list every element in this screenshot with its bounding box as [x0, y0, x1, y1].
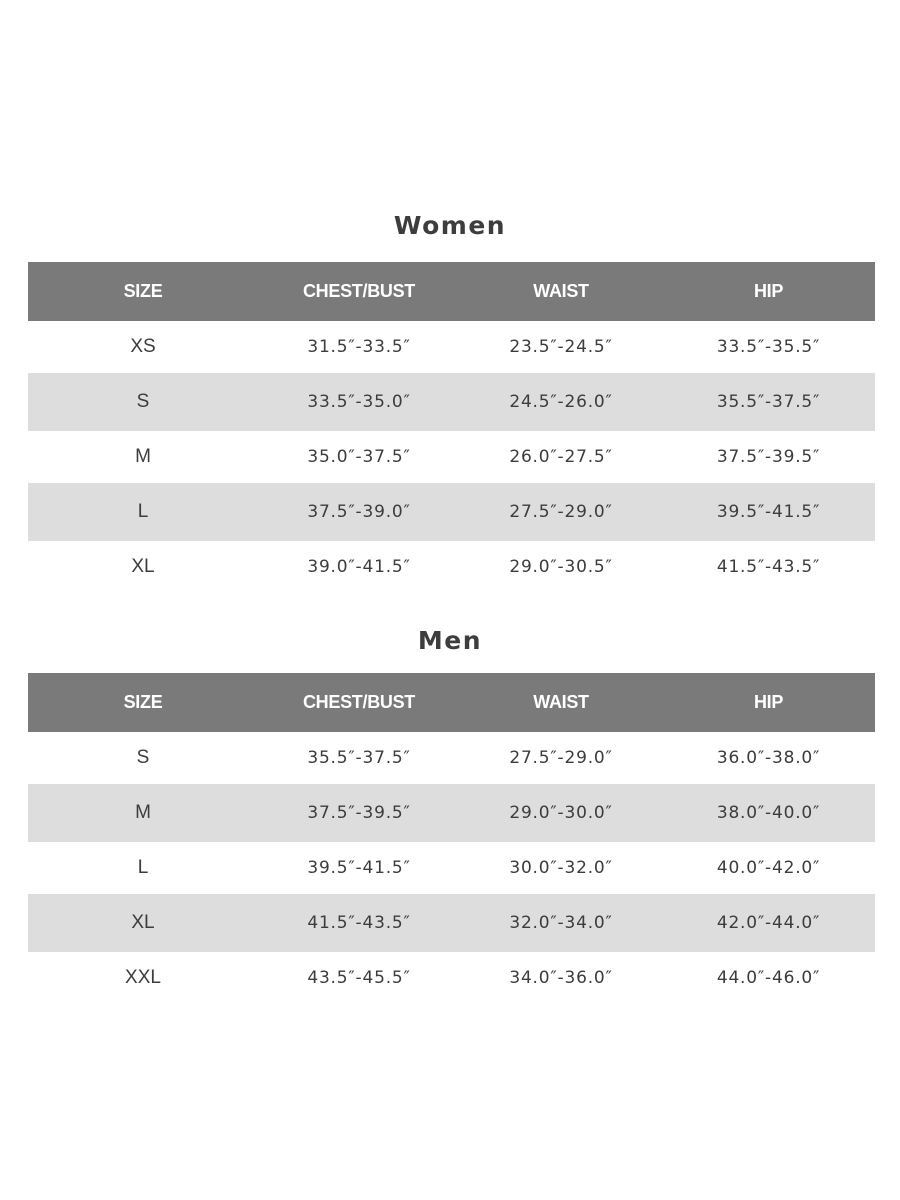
women-size-table — [28, 262, 875, 593]
waist-cell: 34.0″-36.0″ — [460, 952, 662, 1004]
table-row — [28, 952, 875, 1004]
size-cell: S — [28, 732, 258, 784]
waist-cell: 30.0″-32.0″ — [460, 842, 662, 894]
hip-cell: 44.0″-46.0″ — [662, 952, 875, 1004]
header-hip: HIP — [662, 673, 875, 732]
size-cell: XL — [28, 894, 258, 952]
table-row — [28, 842, 875, 894]
waist-cell: 27.5″-29.0″ — [460, 732, 662, 784]
hip-cell: 37.5″-39.5″ — [662, 431, 875, 483]
men-title: Men — [417, 626, 483, 655]
chest-cell: 43.5″-45.5″ — [258, 952, 460, 1004]
chest-cell: 39.0″-41.5″ — [258, 541, 460, 593]
size-cell: XL — [28, 541, 258, 593]
table-header-row — [28, 673, 875, 732]
waist-cell: 24.5″-26.0″ — [460, 373, 662, 431]
men-size-table — [28, 673, 875, 1004]
header-chest-bust: CHEST/BUST — [258, 262, 460, 321]
table-row — [28, 483, 875, 541]
chest-cell: 35.0″-37.5″ — [258, 431, 460, 483]
hip-cell: 39.5″-41.5″ — [662, 483, 875, 541]
chest-cell: 31.5″-33.5″ — [258, 321, 460, 373]
waist-cell: 23.5″-24.5″ — [460, 321, 662, 373]
chest-cell: 39.5″-41.5″ — [258, 842, 460, 894]
table-row — [28, 732, 875, 784]
table-row — [28, 373, 875, 431]
table-row — [28, 541, 875, 593]
size-cell: M — [28, 784, 258, 842]
size-cell: XXL — [28, 952, 258, 1004]
hip-cell: 38.0″-40.0″ — [662, 784, 875, 842]
table-row — [28, 431, 875, 483]
table-header-row — [28, 262, 875, 321]
table-row — [28, 321, 875, 373]
size-cell: L — [28, 842, 258, 894]
size-cell: XS — [28, 321, 258, 373]
hip-cell: 35.5″-37.5″ — [662, 373, 875, 431]
header-chest-bust: CHEST/BUST — [258, 673, 460, 732]
hip-cell: 42.0″-44.0″ — [662, 894, 875, 952]
waist-cell: 32.0″-34.0″ — [460, 894, 662, 952]
chest-cell: 33.5″-35.0″ — [258, 373, 460, 431]
chest-cell: 41.5″-43.5″ — [258, 894, 460, 952]
header-waist: WAIST — [460, 262, 662, 321]
hip-cell: 40.0″-42.0″ — [662, 842, 875, 894]
waist-cell: 29.0″-30.0″ — [460, 784, 662, 842]
waist-cell: 27.5″-29.0″ — [460, 483, 662, 541]
size-cell: M — [28, 431, 258, 483]
hip-cell: 33.5″-35.5″ — [662, 321, 875, 373]
waist-cell: 26.0″-27.5″ — [460, 431, 662, 483]
header-size: SIZE — [28, 673, 258, 732]
size-cell: L — [28, 483, 258, 541]
table-row — [28, 784, 875, 842]
chest-cell: 37.5″-39.5″ — [258, 784, 460, 842]
header-waist: WAIST — [460, 673, 662, 732]
table-row — [28, 894, 875, 952]
hip-cell: 36.0″-38.0″ — [662, 732, 875, 784]
chest-cell: 37.5″-39.0″ — [258, 483, 460, 541]
women-title: Women — [393, 211, 507, 240]
chest-cell: 35.5″-37.5″ — [258, 732, 460, 784]
header-size: SIZE — [28, 262, 258, 321]
header-hip: HIP — [662, 262, 875, 321]
waist-cell: 29.0″-30.5″ — [460, 541, 662, 593]
size-cell: S — [28, 373, 258, 431]
hip-cell: 41.5″-43.5″ — [662, 541, 875, 593]
